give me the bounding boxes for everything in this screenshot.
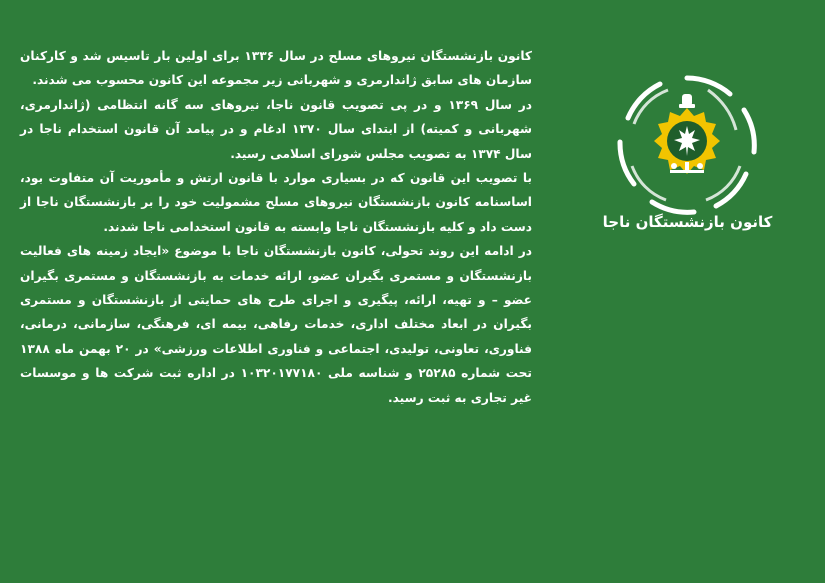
paragraph-history: کانون بازنشستگان نیروهای مسلح در سال ۱۳۳۶ برای اولین بار تاسیس شد و کارکنان سازمان های سابق ژاندارمری و شهربانی زیر مجموعه این کانون محسوب می شدند. bbox=[20, 49, 532, 88]
body-text bbox=[20, 44, 532, 410]
logo-caption: کانون بازنشستگان ناجا bbox=[602, 213, 773, 231]
naja-retirees-emblem-icon bbox=[612, 70, 762, 220]
paragraph-merger: در سال ۱۳۶۹ و در پی تصویب قانون ناجا، نیروهای سه گانه انتظامی (ژاندارمری، شهربانی و کمیته) از ابتدای سال ۱۳۷۰ ادغام و در پیامد آن قانون استخدام ناجا در سال ۱۳۷۴ به تصویب مجلس شورای اسلامی رسید. bbox=[20, 97, 532, 161]
paragraph-registration: در ادامه این روند تحولی، کانون بازنشستگان ناجا با موضوع «ایجاد زمینه های فعالیت بازنشستگان و مستمری بگیران عضو، ارائه خدمات به بازنشستگان و مستمری بگیران عضو – و تهیه، ارائه، پیگیری و اجرای طرح های حمایتی از بازنشستگان و مستمری بگیران در ابعاد مختلف اداری، خدمات رفاهی، بیمه ای، فرهنگی، سازمانی، درمانی، فناوری، تعاونی، تولیدی، اجتماعی و فناوری اطلاعات ورزشی» در ۲۰ بهمن ماه ۱۳۸۸ تحت شماره ۲۵۲۸۵ و شناسه ملی ۱۰۳۲۰۱۷۷۱۸۰ در اداره ثبت شرکت ها و موسسات غیر تجاری به ثبت رسید. bbox=[20, 244, 532, 405]
paragraph-law: با تصویب این قانون که در بسیاری موارد با قانون ارتش و مأموریت آن متفاوت بود، اساسنامه کانون بازنشستگان نیروهای مسلح مشمولیت خود را بر بازنشستگان ناجا از دست داد و کلیه بازنشستگان ناجا وابسته به قانون استخدامی ناجا شدند. bbox=[20, 171, 532, 234]
